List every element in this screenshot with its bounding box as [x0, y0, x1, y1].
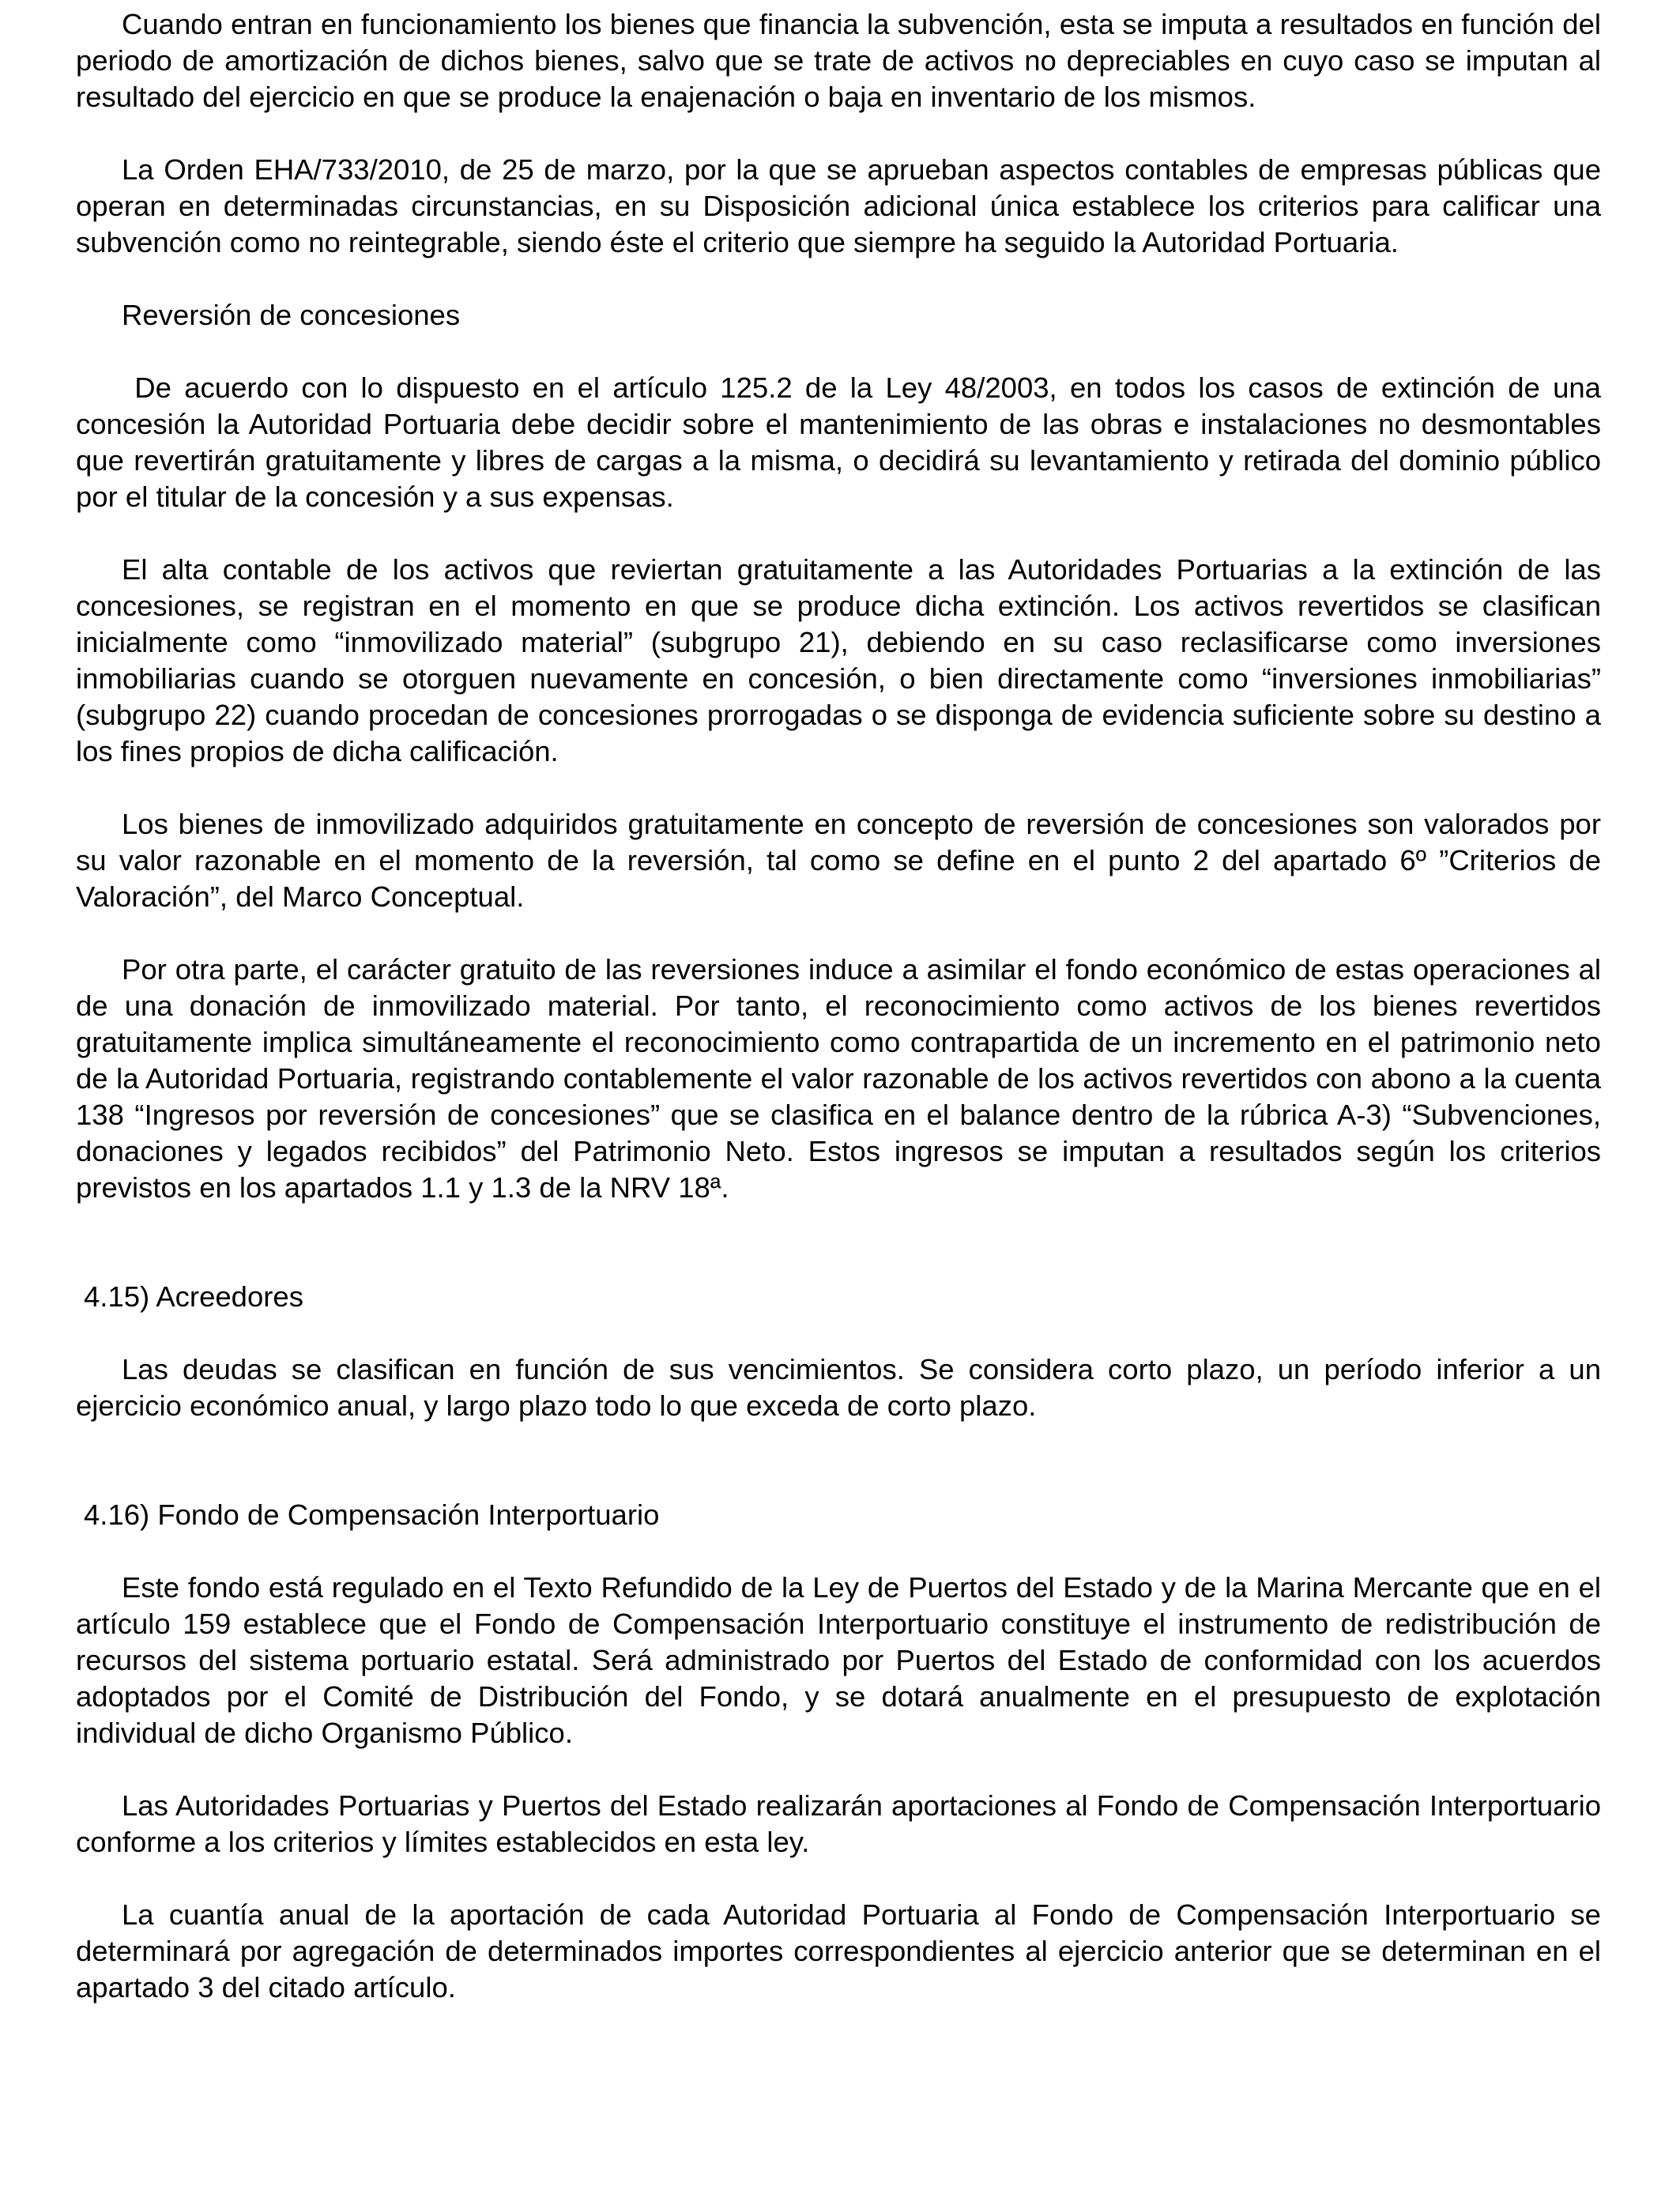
- paragraph-orden-eha: La Orden EHA/733/2010, de 25 de marzo, por la que se aprueban aspectos contables de empresas públicas que operan en determinadas circunstancias, en su Disposición adicional única establece los criterios para calificar una subvención como no reintegrable, siendo éste el criterio que siempre ha seguido la Autoridad Portuaria.: [76, 153, 1601, 258]
- section-heading-acreedores: 4.15) Acreedores: [84, 1280, 303, 1313]
- paragraph-fondo-regulado: Este fondo está regulado en el Texto Refundido de la Ley de Puertos del Estado y de la Marina Mercante que en el artículo 159 establece que el Fondo de Compensación Interportuario constituye el instrumento de redistribución de recursos del sistema portuario estatal. Será administrado por Puertos del Estado de conformidad con los acuerdos adoptados por el Comité de Distribución del Fondo, y se dotará anualmente en el presupuesto de explotación individual de dicho Organismo Público.: [76, 1571, 1601, 1749]
- document-page: [76, 6, 1610, 2006]
- section-heading-fondo-compensacion: 4.16) Fondo de Compensación Interportuario: [84, 1498, 660, 1531]
- paragraph-cuantia-anual: La cuantía anual de la aportación de cada Autoridad Portuaria al Fondo de Compensación Interportuario se determinará por agregación de determinados importes correspondientes al ejercicio anterior que se determinan en el apartado 3 del citado artículo.: [76, 1898, 1601, 2004]
- paragraph-valoracion-bienes: Los bienes de inmovilizado adquiridos gratuitamente en concepto de reversión de concesiones son valorados por su valor razonable en el momento de la reversión, tal como se define en el punto 2 del apartado 6º ”Criterios de Valoración”, del Marco Conceptual.: [76, 808, 1601, 913]
- paragraph-deudas: Las deudas se clasifican en función de sus vencimientos. Se considera corto plazo, un período inferior a un ejercicio económico anual, y largo plazo todo lo que exceda de corto plazo.: [76, 1353, 1601, 1422]
- paragraph-ley-48-2003: De acuerdo con lo dispuesto en el artículo 125.2 de la Ley 48/2003, en todos los casos de extinción de una concesión la Autoridad Portuaria debe decidir sobre el mantenimiento de las obras e instalaciones no desmontables que revertirán gratuitamente y libres de cargas a la misma, o decidirá su levantamiento y retirada del dominio público por el titular de la concesión y a sus expensas.: [76, 371, 1610, 513]
- paragraph-aportaciones: Las Autoridades Portuarias y Puertos del Estado realizarán aportaciones al Fondo de Compensación Interportuario conforme a los criterios y límites establecidos en esta ley.: [76, 1789, 1601, 1858]
- paragraph-alta-contable: El alta contable de los activos que reviertan gratuitamente a las Autoridades Portuarias a la extinción de las concesiones, se registran en el momento en que se produce dicha extinción. Los activos revertidos se clasifican inicialmente como “inmovilizado material” (subgrupo 21), debiendo en su caso reclasificarse como inversiones inmobiliarias cuando se otorguen nuevamente en concesión, o bien directamente como “inversiones inmobiliarias” (subgrupo 22) cuando procedan de concesiones prorrogadas o se disponga de evidencia suficiente sobre su destino a los fines propios de dicha calificación.: [76, 553, 1601, 767]
- paragraph-subsidy-imputation: Cuando entran en funcionamiento los bienes que financia la subvención, esta se imputa a resultados en función del periodo de amortización de dichos bienes, salvo que se trate de activos no depreciables en cuyo caso se imputan al resultado del ejercicio en que se produce la enajenación o baja en inventario de los mismos.: [76, 8, 1601, 113]
- subheading-reversion-concesiones: Reversión de concesiones: [122, 299, 461, 331]
- paragraph-caracter-gratuito: Por otra parte, el carácter gratuito de las reversiones induce a asimilar el fondo económico de estas operaciones al de una donación de inmovilizado material. Por tanto, el reconocimiento como activos de los bienes revertidos gratuitamente implica simultáneamente el reconocimiento como contrapartida de un incremento en el patrimonio neto de la Autoridad Portuaria, registrando contablemente el valor razonable de los activos revertidos con abono a la cuenta 138 “Ingresos por reversión de concesiones” que se clasifica en el balance dentro de la rúbrica A-3) “Subvenciones, donaciones y legados recibidos” del Patrimonio Neto. Estos ingresos se imputan a resultados según los criterios previstos en los apartados 1.1 y 1.3 de la NRV 18ª.: [76, 953, 1601, 1204]
